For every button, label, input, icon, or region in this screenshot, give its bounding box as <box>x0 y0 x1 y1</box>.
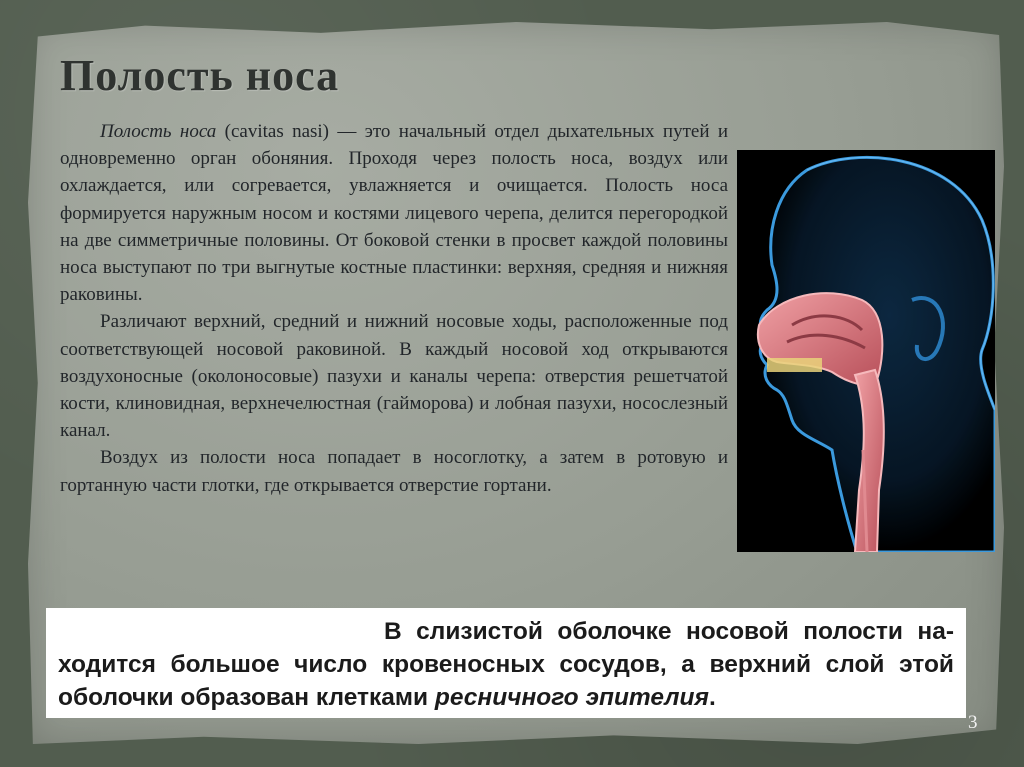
callout-term-ciliated-epithelium: ресничного эпителия <box>434 684 709 711</box>
callout-box <box>46 608 966 718</box>
callout-line-1: В слизистой оболочке носовой полости на- <box>384 618 954 645</box>
callout-line-2: ходится большое число кровеносных сосудов, а верхний слой этой <box>58 651 954 678</box>
callout-line-3 <box>58 684 954 712</box>
paragraph-2: Различают верхний, средний и нижний носовые ходы, расположенные под соответствующей носовой раковиной. В каждый носовой ход открываются воздухоносные (околоносовые) пазухи и каналы черепа: отверстия решетчатой кости, клиновидная, верхнечелюстная (гайморова) и лобная пазухи, носослезный канал. <box>60 311 728 442</box>
paragraph-1 <box>60 118 728 308</box>
callout-line-3-period: . <box>708 684 716 711</box>
page-number: 3 <box>968 712 978 733</box>
slide-title: Полость носа <box>60 51 340 100</box>
head-airway-anatomy-icon <box>737 150 995 552</box>
term-cavitas-nasi: Полость носа <box>100 121 217 142</box>
paragraph-3: Воздух из полости носа попадает в носоглотку, а затем в ротовую и гортанную части глотки, где открывается отверстие гортани. <box>60 447 728 496</box>
body-text <box>60 118 728 499</box>
paragraph-1-text: (cavitas nasi) — это начальный отдел дыхательных путей и одновременно орган обоняния. Проходя через полость носа, воздух или охлаждается, или согревается, увлажняется и очищается. Полость носа формируется наружным носом и костями лицевого черепа, делится перегородкой на две симметричные половины. От боковой стенки в просвет каждой половины носа выступают по три выгнутые костные пластинки: верхняя, средняя и нижняя раковины. <box>60 121 729 306</box>
callout-line-3-text: оболочки образован клетками <box>58 684 435 711</box>
head-airway-illustration <box>737 150 995 552</box>
